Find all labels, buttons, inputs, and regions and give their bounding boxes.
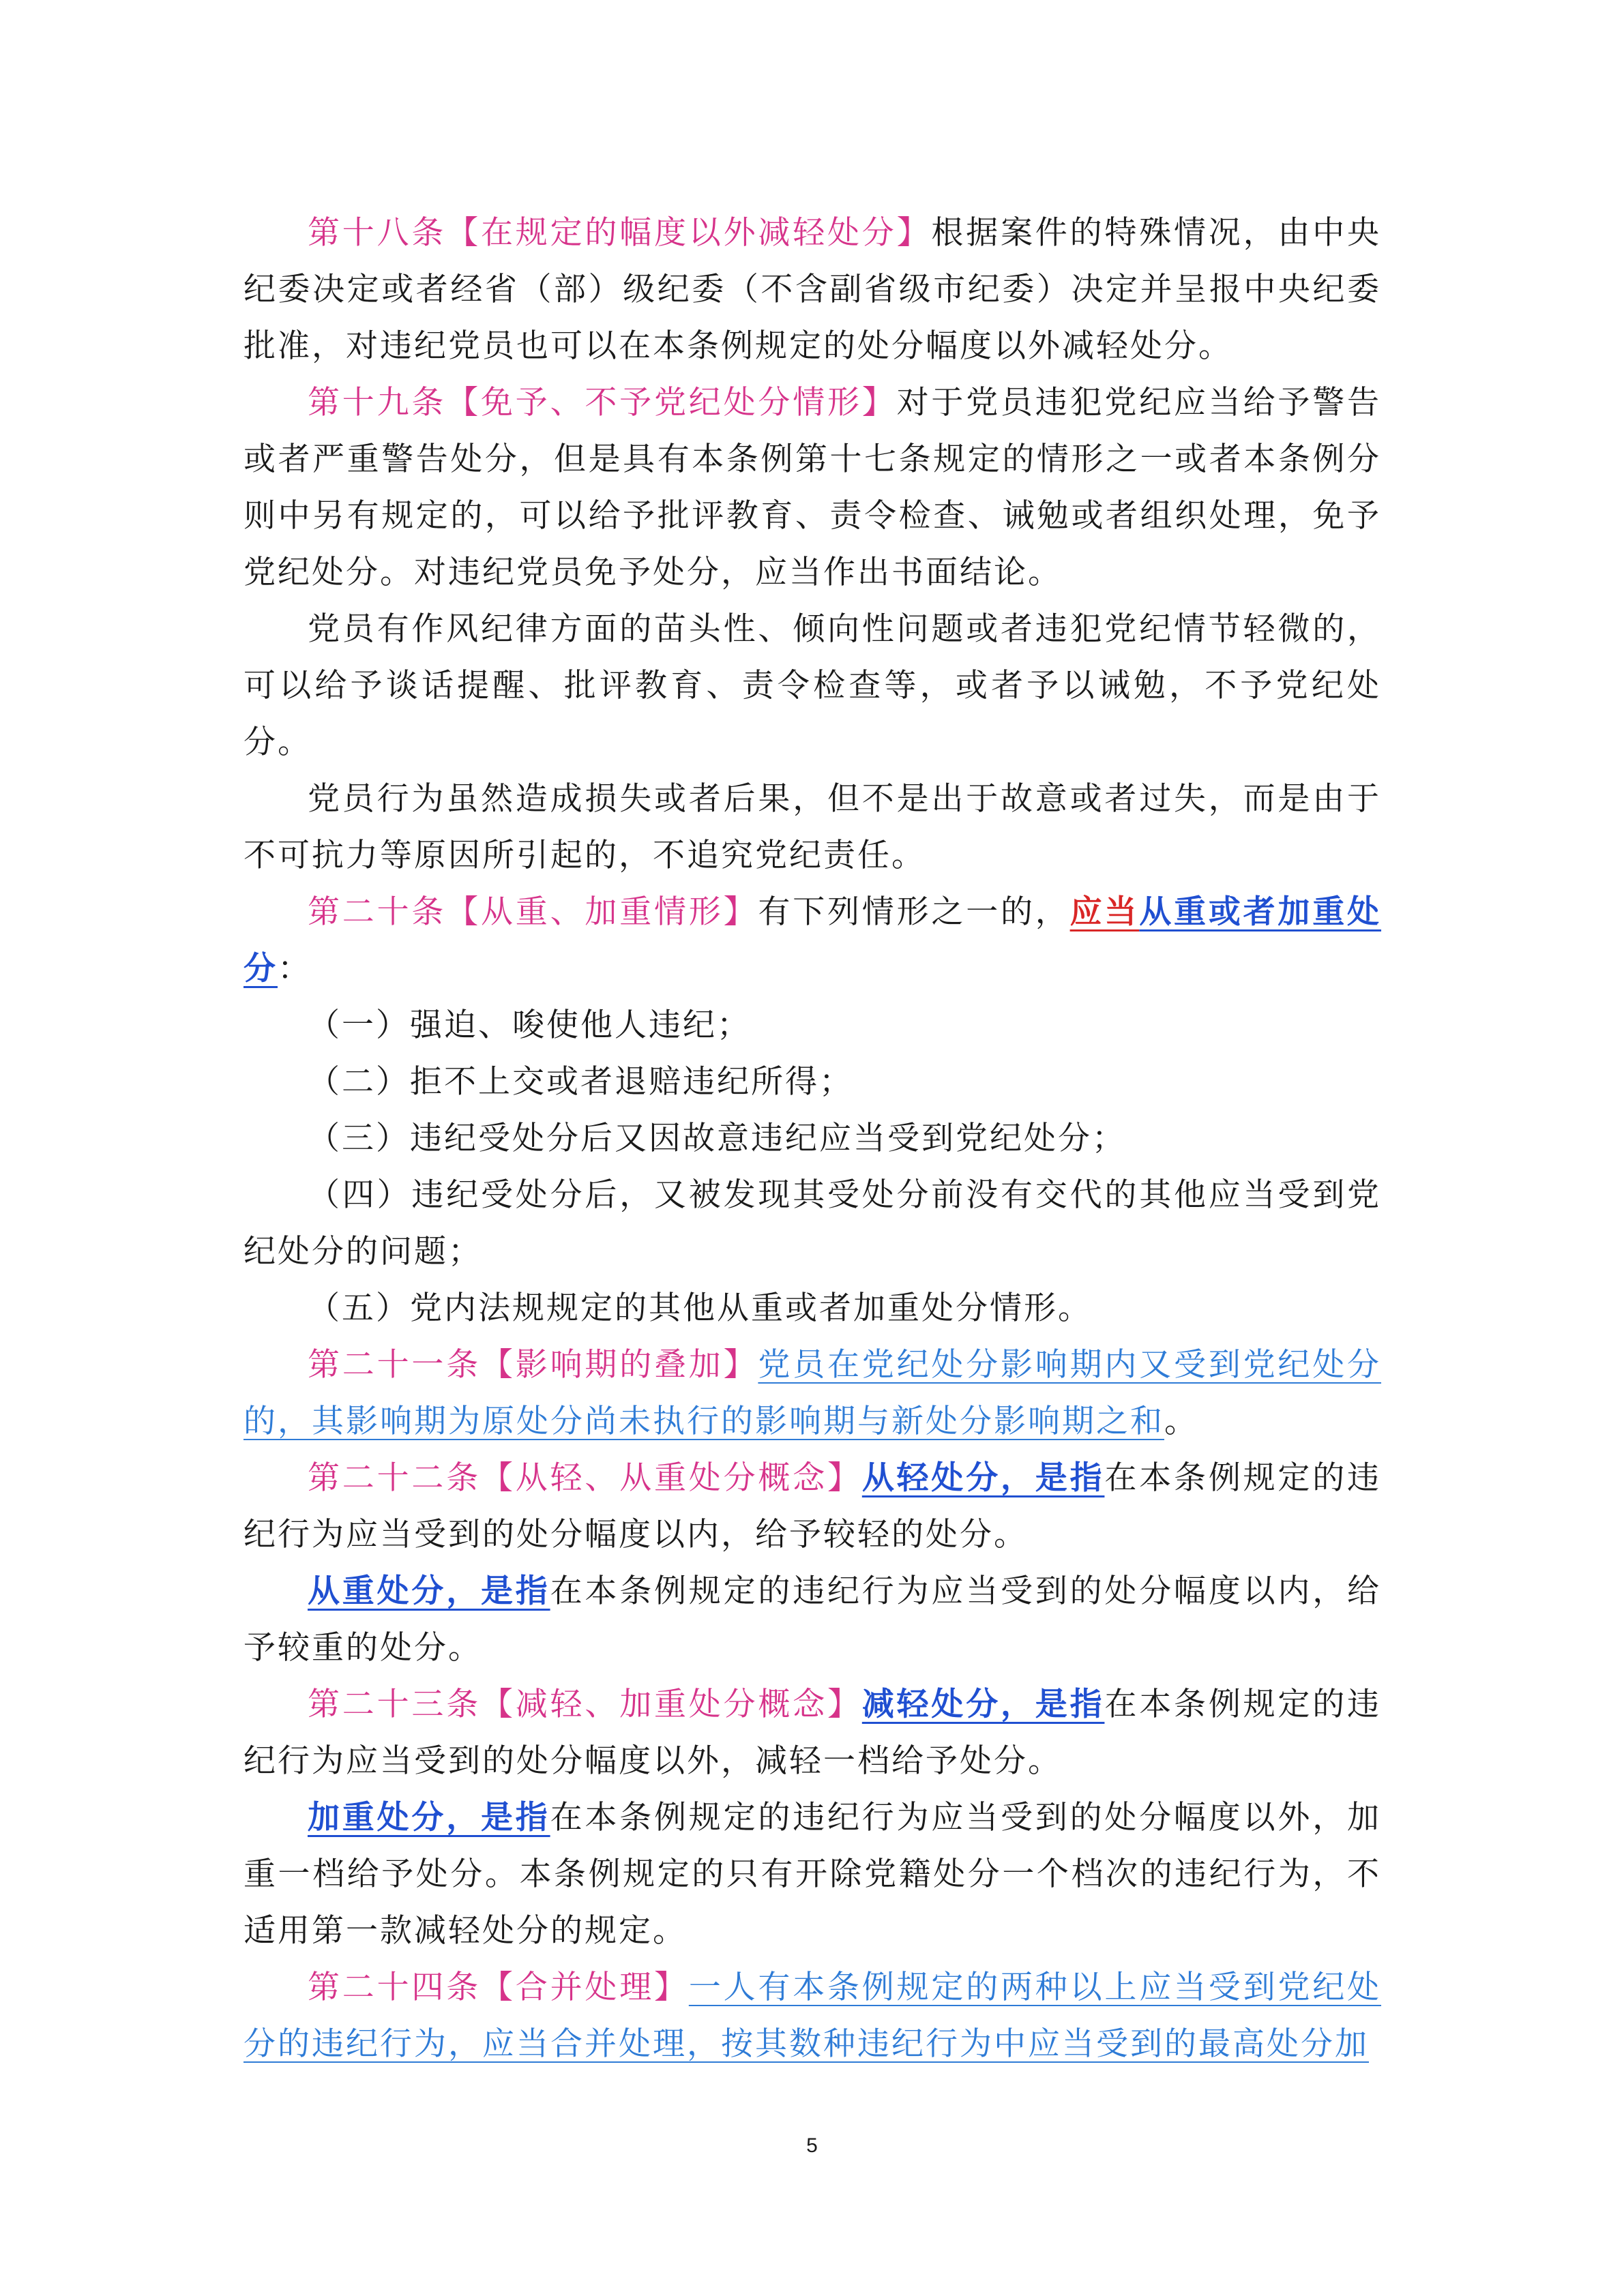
paragraph: 党员有作风纪律方面的苗头性、倾向性问题或者违犯党纪情节轻微的，可以给予谈话提醒、批评教育、责令检查等，或者予以诫勉，不予党纪处分。 (243, 610, 1381, 761)
article-heading: 第二十一条【影响期的叠加】 (308, 1346, 758, 1384)
article-text: 。 (1164, 1403, 1198, 1440)
article-text: 在本条例规定的违纪行为应当受到的处分幅度以内，给予较重的处分。 (243, 1572, 1382, 1667)
hyperlink-text[interactable]: 党员在党纪处分影响期内又受到党纪处分的，其影响期为原处分尚未执行的影响期与新处分影响期之和 (243, 1346, 1382, 1440)
paragraph: 党员行为虽然造成损失或者后果，但不是出于故意或者过失，而是由于不可抗力等原因所引起的，不追究党纪责任。 (243, 780, 1381, 874)
list-item: （三）违纪受处分后又因故意违纪应当受到党纪处分； (308, 1120, 1126, 1157)
emphasis-blue: 加重处分，是指 (308, 1799, 550, 1836)
article-heading: 第二十四条【合并处理】 (308, 1969, 689, 2006)
article-text: 在本条例规定的违纪行为应当受到的处分幅度以外，减轻一档给予处分。 (243, 1686, 1382, 1780)
paragraph (243, 1563, 1381, 1676)
article-text: ： (278, 950, 312, 987)
article-heading: 第十八条【在规定的幅度以外减轻处分】 (308, 214, 932, 252)
emphasis-blue: 从重处分，是指 (308, 1572, 550, 1610)
article-20 (243, 884, 1381, 997)
article-text: 对于党员违犯党纪应当给予警告或者严重警告处分，但是具有本条例第十七条规定的情形之一或者本条例分则中另有规定的，可以给予批评教育、责令检查、诫勉或者组织处理，免予党纪处分。对违纪党员免予处分，应当作出书面结论。 (243, 384, 1382, 591)
emphasis-blue: 从重或者加重处分 (243, 893, 1382, 987)
article-heading: 第二十三条【减轻、加重处分概念】 (308, 1686, 862, 1723)
document-body (243, 205, 1381, 2072)
article-text: 在本条例规定的违纪行为应当受到的处分幅度以外，加重一档给予处分。本条例规定的只有开除党籍处分一个档次的违纪行为，不适用第一款减轻处分的规定。 (243, 1799, 1382, 1950)
hyperlink-text[interactable]: 一人有本条例规定的两种以上应当受到党纪处分的违纪行为，应当合并处理，按其数种违纪行为中应当受到的最高处分加 (243, 1969, 1382, 2063)
article-heading: 第十九条【免予、不予党纪处分情形】 (308, 384, 897, 421)
list-item: （五）党内法规规定的其他从重或者加重处分情形。 (308, 1289, 1092, 1327)
article-24 (243, 1959, 1381, 2072)
article-heading: 第二十二条【从轻、从重处分概念】 (308, 1459, 862, 1497)
article-text: 根据案件的特殊情况，由中央纪委决定或者经省（部）级纪委（不含副省级市纪委）决定并呈报中央纪委批准，对违纪党员也可以在本条例规定的处分幅度以外减轻处分。 (243, 214, 1382, 365)
article-21 (243, 1337, 1381, 1450)
list-item: （二）拒不上交或者退赔违纪所得； (308, 1063, 853, 1101)
article-19 (243, 374, 1381, 601)
article-18 (243, 205, 1381, 374)
article-text: 有下列情形之一的， (758, 893, 1070, 931)
list-item: （一）强迫、唆使他人违纪； (308, 1007, 751, 1044)
emphasis-blue: 从轻处分，是指 (861, 1459, 1105, 1497)
list-item: （四）违纪受处分后，又被发现其受处分前没有交代的其他应当受到党纪处分的问题； (243, 1176, 1381, 1270)
page-number: 5 (806, 2134, 818, 2157)
article-heading: 第二十条【从重、加重情形】 (308, 893, 758, 931)
article-22 (243, 1450, 1381, 1563)
article-23 (243, 1676, 1381, 1789)
article-text: 在本条例规定的违纪行为应当受到的处分幅度以内，给予较轻的处分。 (243, 1459, 1382, 1553)
emphasis-blue: 减轻处分，是指 (861, 1686, 1105, 1723)
paragraph (243, 1789, 1381, 1959)
emphasis-red: 应当 (1069, 893, 1140, 931)
